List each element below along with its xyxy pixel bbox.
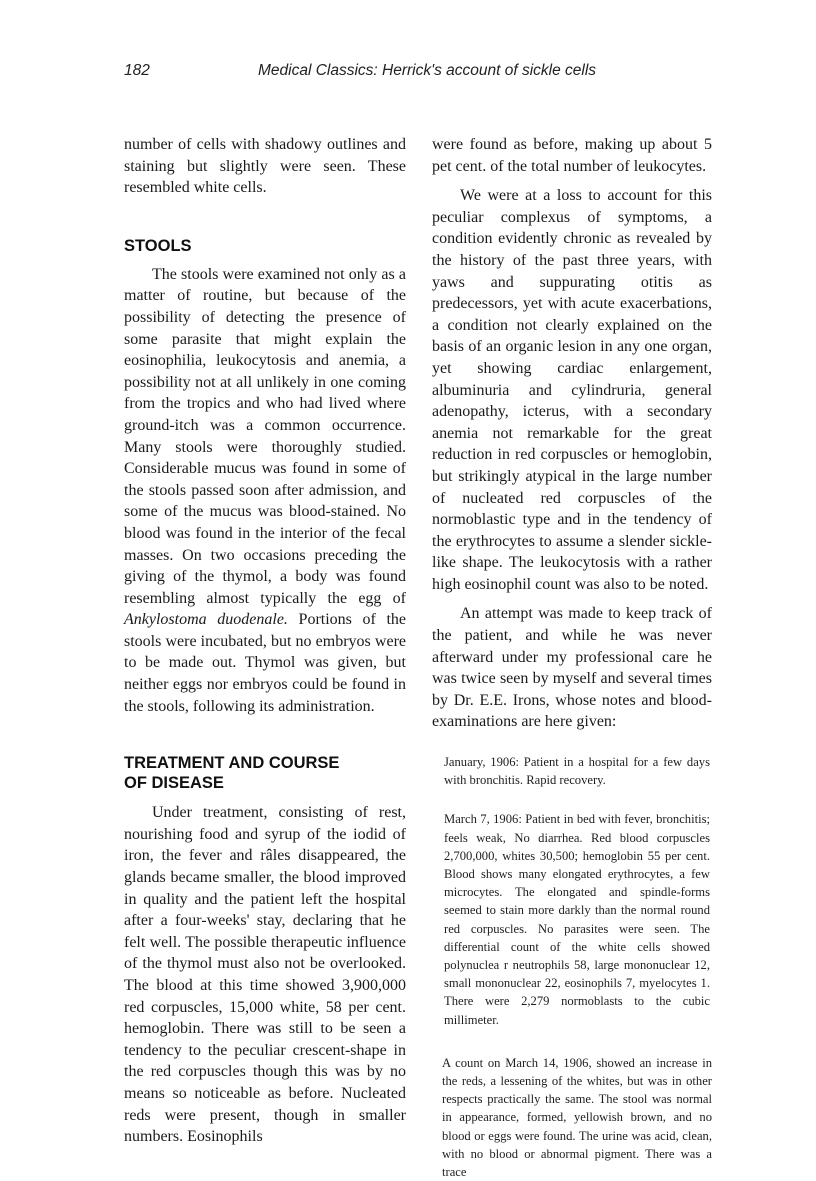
stools-species-name: Ankylostoma duodenale. [124,611,288,629]
running-header [124,62,714,84]
note-january-1906: January, 1906: Patient in a hospital for a few days with bronchitis. Rapid recovery. [444,755,710,788]
left-column [124,134,406,1148]
page-number: 182 [124,62,150,79]
running-title: Medical Classics: Herrick's account of sickle cells [258,62,597,79]
intro-paragraph: number of cells with shadowy outlines and staining but slightly were seen. These resembled white cells. [124,136,406,197]
note-march-7-1906: March 7, 1906: Patient in bed with fever, bronchitis; feels weak, No diarrhea. Red blood corpuscles 2,700,000, whites 30,500; hemoglobin 55 per cent. Blood shows many elongated erythrocytes, a few microcytes. The elongated and spindle-forms seemed to stain more darkly than the normal round red corpuscles. No parasites were seen. The differential count of the white cells showed polynuclea r neutrophils 58, large mononuclear 12, small mononuclear 22, eosinophils 7, myelocytes 1. There were 2,279 normoblasts to the cubic millimeter. [444,812,710,1027]
note-march-14-1906: A count on March 14, 1906, showed an increase in the reds, a lessening of the whites, but was in other respects practically the same. The stool was normal in appearance, formed, yellowish brown, and no blood or eggs were found. The urine was acid, clean, with no blood or abnormal pigment. There was a trace [442,1055,712,1180]
treatment-paragraph: Under treatment, consisting of rest, nourishing food and syrup of the iodid of iron, the fever and râles disappeared, the glands became smaller, the blood improved in quality and the patient left the hospital after a four-weeks' stay, declaring that he felt well. The possible therapeutic influence of the thymol must also not be overlooked. The blood at this time showed 3,900,000 red corpuscles, 15,000 white, 58 per cent. hemoglobin. There was still to be seen a tendency to the peculiar crescent-shape in the red corpuscles though this was by no means so noticeable as before. Nucleated reds were present, though in smaller numbers. Eosinophils [124,804,406,1146]
stools-text-b: Portions of the stools were incubated, but no embryos were to be made out. Thymol was given, but neither eggs nor embryos could be found in the stools, following its administration. [124,611,407,715]
right-column [432,134,712,1181]
continuation-paragraph: were found as before, making up about 5 pet cent. of the total number of leukocytes. [432,136,712,175]
treatment-heading-line1: TREATMENT AND COURSE [124,754,340,773]
followup-paragraph: An attempt was made to keep track of the patient, and while he was never afterward under my professional care he was twice seen by myself and several times by Dr. E.E. Irons, whose notes and blood-examinations are here given: [432,605,712,731]
treatment-heading-line2: OF DISEASE [124,774,224,793]
summary-paragraph: We were at a loss to account for this peculiar complexus of symptoms, a condition evidently chronic as revealed by the history of the past three years, with yaws and suppurating otitis as predecessors, yet with acute exacerbations, a condition not clearly explained on the basis of an organic lesion in any one organ, yet showing cardiac enlargement, albuminuria and cylindruria, general adenopathy, icterus, with a secondary anemia not remarkable for the great reduction in red corpuscles or hemoglobin, but strikingly atypical in the large number of nucleated red corpuscles of the normoblastic type and in the tendency of the erythrocytes to assume a slender sickle-like shape. The leukocytosis with a rather high eosinophil count was also to be noted. [432,187,712,593]
stools-text-a: The stools were examined not only as a matter of routine, but because of the possibility of detecting the presence of some parasite that might explain the eosinophilia, leukocytosis and anemia, a possibility not at all unlikely in one coming from the tropics and who had lived where ground-itch was a common occurrence. Many stools were thoroughly studied. Considerable mucus was found in some of the stools passed soon after admission, and some of the mucus was blood-stained. No blood was found in the interior of the fecal masses. On two occasions preceding the giving of the thymol, a body was found resembling almost typically the egg of [124,265,406,607]
stools-heading: STOOLS [124,236,192,255]
treatment-heading [124,753,406,793]
stools-paragraph [124,264,406,717]
